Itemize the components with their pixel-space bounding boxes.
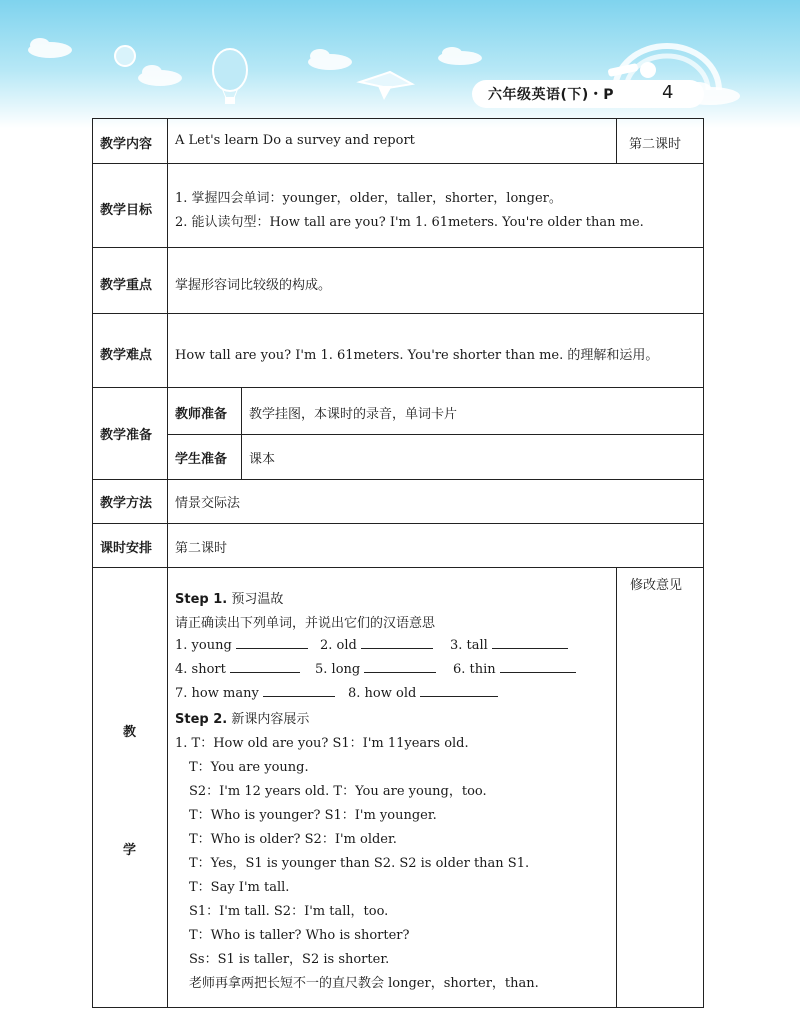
- header-banner: [0, 0, 800, 128]
- dialogue-line: T：Who is taller? Who is shorter?: [189, 928, 410, 943]
- key-points-value: 掌握形容词比较级的构成。: [175, 278, 332, 293]
- label-key-points: 教学重点: [100, 278, 153, 293]
- dialogue-line: S2：I'm 12 years old. T：You are young，too.: [189, 784, 487, 799]
- label-process-bottom: 学: [123, 843, 137, 858]
- word-item: 5. long: [315, 660, 436, 677]
- schedule-value: 第二课时: [175, 541, 228, 556]
- step1-instruction: 请正确读出下列单词，并说出它们的汉语意思: [175, 616, 436, 631]
- student-prep-value: 课本: [249, 452, 276, 467]
- banner-illustration: [0, 0, 800, 128]
- label-content: 教学内容: [100, 137, 153, 152]
- cloud-icon: [438, 47, 482, 65]
- hot-air-balloon-icon: [213, 49, 247, 104]
- step2-heading: [175, 708, 309, 727]
- dialogue-line: S1：I'm tall. S2：I'm tall，too.: [189, 904, 389, 919]
- dialogue-line: Ss：S1 is taller，S2 is shorter.: [189, 952, 390, 967]
- dialogue-line: T：You are young.: [189, 760, 309, 775]
- lesson-plan-table: [92, 118, 704, 1008]
- word-item: 3. tall: [450, 636, 568, 653]
- cloud-icon: [138, 65, 182, 86]
- sun-icon: [115, 46, 135, 66]
- word-item: 4. short: [175, 660, 300, 677]
- glider-icon: [360, 72, 412, 100]
- label-teacher-prep: 教师准备: [175, 407, 228, 422]
- teacher-prep-value: 教学挂图，本课时的录音，单词卡片: [249, 407, 458, 422]
- cloud-icon: [28, 38, 72, 58]
- step2-number: Step 2.: [175, 712, 228, 727]
- dialogue-line: 老师再拿两把长短不一的直尺教会 longer，shorter，than.: [189, 976, 539, 991]
- revise-notes-label: 修改意见: [630, 578, 683, 593]
- step2-title: 新课内容展示: [227, 712, 310, 727]
- dialogue-line: T：Yes，S1 is younger than S2. S2 is older than S1.: [189, 856, 530, 871]
- label-preparation: 教学准备: [100, 428, 153, 443]
- dialogue-line: T：Say I'm tall.: [189, 880, 290, 895]
- word-item: 2. old: [320, 636, 433, 653]
- cloud-icon: [308, 49, 352, 70]
- label-process-top: 教: [123, 725, 137, 740]
- label-schedule: 课时安排: [100, 541, 153, 556]
- method-value: 情景交际法: [175, 496, 241, 511]
- label-goals: 教学目标: [100, 203, 153, 218]
- word-item: 1. young: [175, 636, 308, 653]
- dialogue-line: T：Who is younger? S1：I'm younger.: [189, 808, 437, 823]
- difficulty-value: How tall are you? I'm 1. 61meters. You're shorter than me. 的理解和运用。: [175, 348, 659, 363]
- content-value: A Let's learn Do a survey and report: [175, 133, 415, 148]
- book-title: 六年级英语(下)・P: [488, 87, 615, 103]
- step1-title: 预习温故: [227, 592, 284, 607]
- dialogue-line: 1. T：How old are you? S1：I'm 11years old.: [175, 736, 469, 751]
- step1-heading: [175, 588, 283, 607]
- goals-line-1: 1. 掌握四会单词：younger，older，taller，shorter，longer。: [175, 191, 562, 206]
- dialogue-line: T：Who is older? S2：I'm older.: [189, 832, 397, 847]
- word-item: 6. thin: [453, 660, 576, 677]
- goals-line-2: 2. 能认读句型：How tall are you? I'm 1. 61meters. You're older than me.: [175, 215, 644, 230]
- step1-number: Step 1.: [175, 592, 228, 607]
- word-item: 8. how old: [348, 684, 498, 701]
- label-method: 教学方法: [100, 496, 153, 511]
- page-number: 4: [662, 82, 674, 103]
- label-difficulty: 教学难点: [100, 348, 153, 363]
- word-item: 7. how many: [175, 684, 335, 701]
- label-student-prep: 学生准备: [175, 452, 228, 467]
- content-period: 第二课时: [629, 137, 682, 152]
